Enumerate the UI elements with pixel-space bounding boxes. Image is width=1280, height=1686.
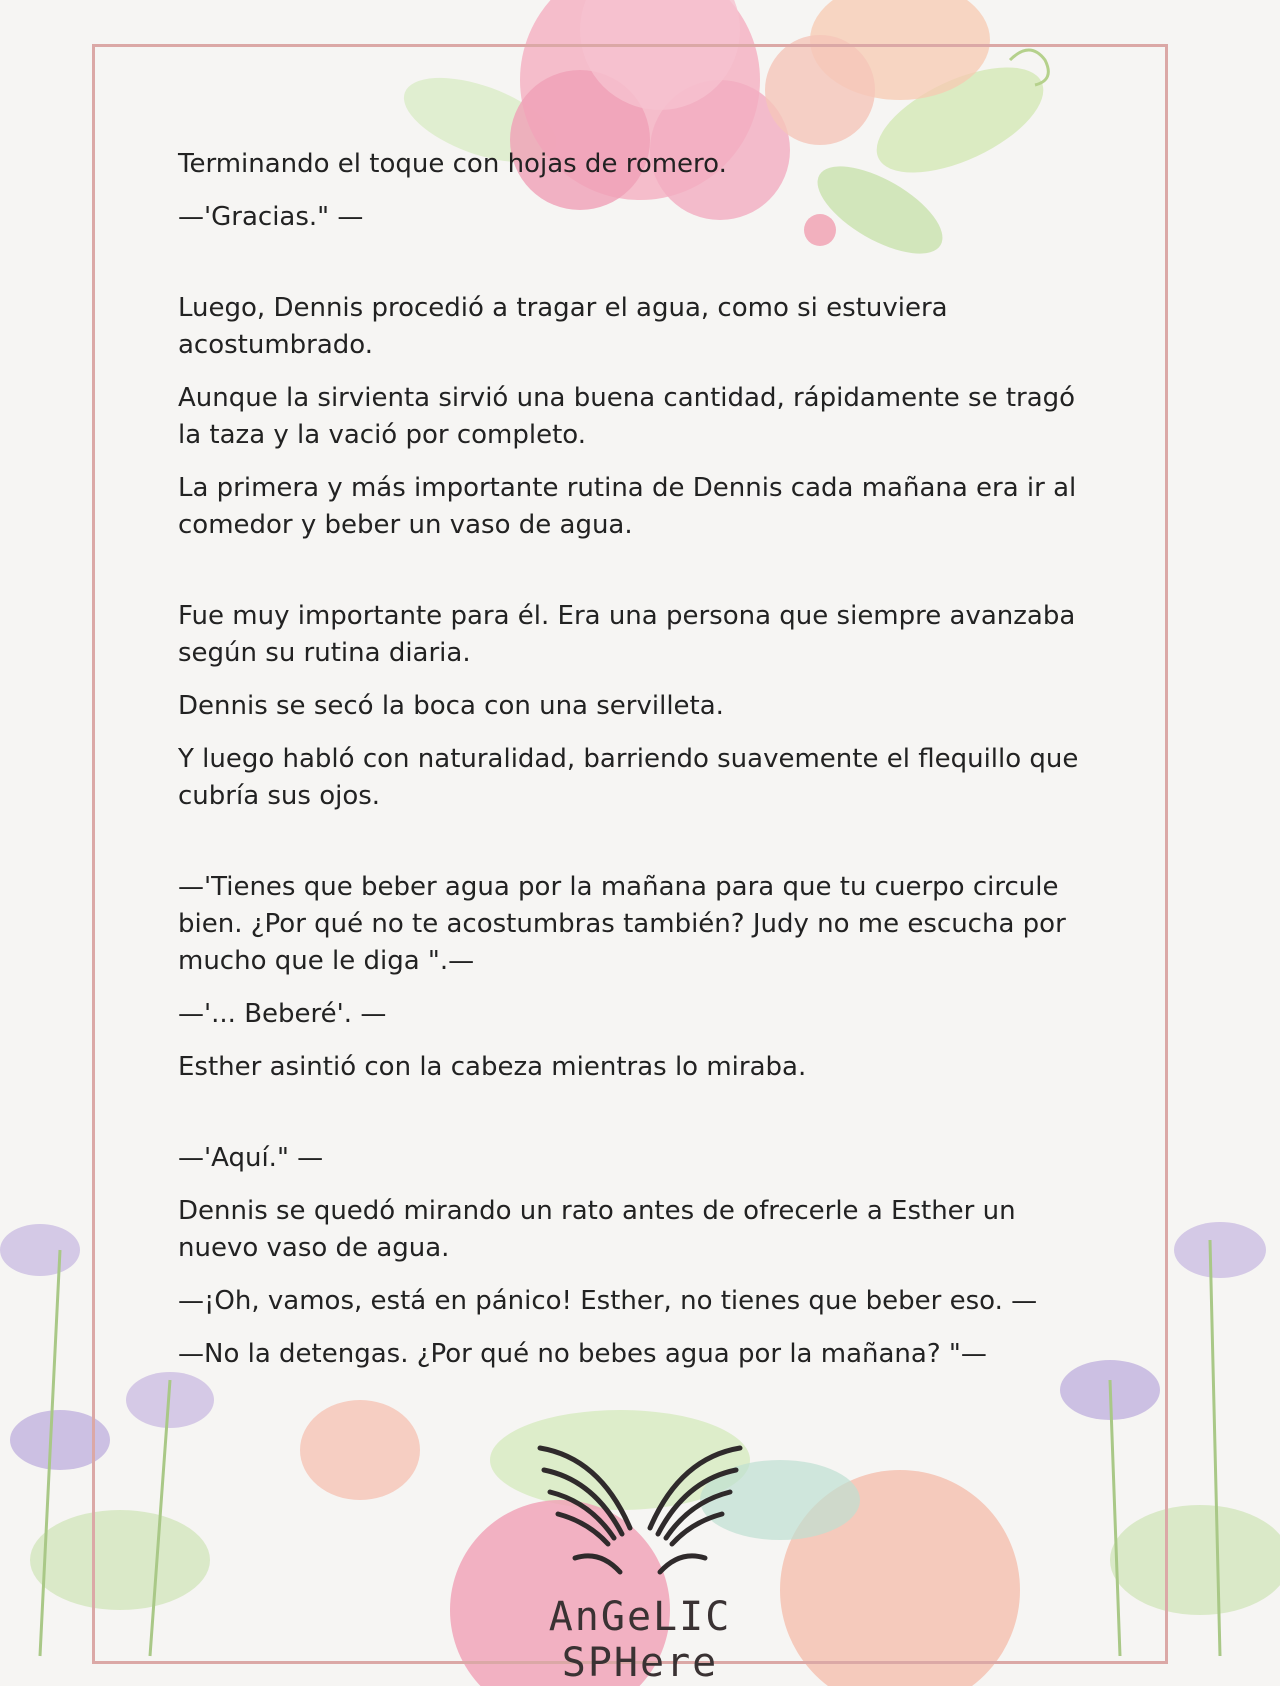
paragraph: Aunque la sirvienta sirvió una buena cantidad, rápidamente se tragó la taza y la vació por completo.	[178, 383, 1076, 450]
angelic-sphere-logo	[480, 1440, 800, 1686]
paragraph: Terminando el toque con hojas de romero.	[178, 149, 727, 179]
paragraph: Luego, Dennis procedió a tragar el agua, como si estuviera acostumbrado.	[178, 293, 948, 360]
chapter-text	[178, 146, 1098, 1389]
paragraph: Fue muy importante para él. Era una persona que siempre avanzaba según su rutina diaria.	[178, 601, 1076, 668]
paragraph: —'Tienes que beber agua por la mañana para que tu cuerpo circule bien. ¿Por qué no te acostumbras también? Judy no me escucha por mucho que le diga ".—	[178, 872, 1066, 976]
paragraph: Esther asintió con la cabeza mientras lo miraba.	[178, 1052, 807, 1082]
angel-wings-icon	[480, 1440, 800, 1590]
paragraph: —No la detengas. ¿Por qué no bebes agua por la mañana? "—	[178, 1339, 987, 1369]
paragraph: —'Gracias." —	[178, 202, 364, 232]
paragraph: Y luego habló con naturalidad, barriendo suavemente el flequillo que cubría sus ojos.	[178, 744, 1079, 811]
paragraph: Dennis se secó la boca con una servilleta.	[178, 691, 724, 721]
logo-text: AnGeLIC SPHere	[548, 1594, 732, 1686]
paragraph: —'... Beberé'. —	[178, 999, 387, 1029]
paragraph: Dennis se quedó mirando un rato antes de ofrecerle a Esther un nuevo vaso de agua.	[178, 1196, 1016, 1263]
paragraph: —¡Oh, vamos, está en pánico! Esther, no tienes que beber eso. —	[178, 1286, 1038, 1316]
paragraph: —'Aquí." —	[178, 1143, 324, 1173]
paragraph: La primera y más importante rutina de Dennis cada mañana era ir al comedor y beber un vaso de agua.	[178, 473, 1077, 540]
